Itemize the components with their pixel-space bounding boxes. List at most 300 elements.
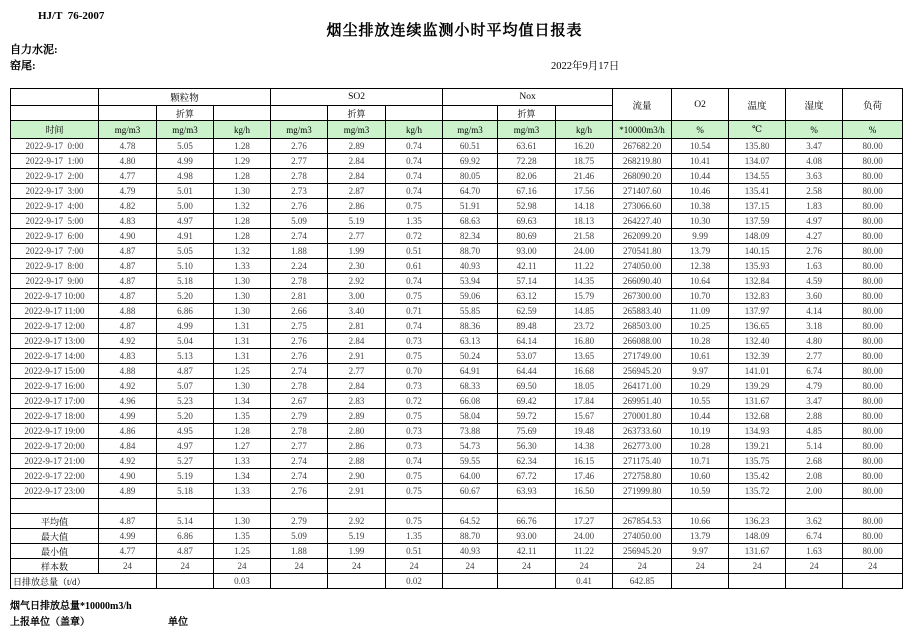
value-cell: 3.47 (786, 394, 843, 409)
value-cell: 135.42 (729, 469, 786, 484)
value-cell: 16.68 (556, 364, 613, 379)
value-cell: 60.67 (443, 484, 498, 499)
value-cell: 4.88 (99, 304, 157, 319)
summary-value: 1.99 (328, 544, 386, 559)
value-cell: 0.75 (386, 349, 443, 364)
empty-cell (843, 499, 903, 514)
value-cell: 263733.60 (613, 424, 672, 439)
unit-cell: *10000m3/h (613, 121, 672, 139)
value-cell: 135.41 (729, 184, 786, 199)
converted-label-nox: 折算 (498, 106, 556, 121)
daily-total-value: 0.03 (214, 574, 271, 589)
value-cell: 21.46 (556, 169, 613, 184)
value-cell: 2.88 (328, 454, 386, 469)
summary-value: 17.27 (556, 514, 613, 529)
value-cell: 0.51 (386, 244, 443, 259)
value-cell: 1.28 (214, 424, 271, 439)
value-cell: 69.50 (498, 379, 556, 394)
summary-value: 4.99 (99, 529, 157, 544)
value-cell: 4.95 (157, 424, 214, 439)
value-cell: 2.86 (328, 439, 386, 454)
value-cell: 5.05 (157, 139, 214, 154)
daily-total-value (672, 574, 729, 589)
value-cell: 64.14 (498, 334, 556, 349)
value-cell: 137.59 (729, 214, 786, 229)
value-cell: 139.29 (729, 379, 786, 394)
summary-value: 24.00 (556, 529, 613, 544)
value-cell: 2.89 (328, 139, 386, 154)
value-cell: 5.18 (157, 274, 214, 289)
value-cell: 272758.80 (613, 469, 672, 484)
standard-code: HJ/T 76-2007 (38, 10, 105, 22)
value-cell: 16.80 (556, 334, 613, 349)
value-cell: 4.99 (157, 319, 214, 334)
value-cell: 132.68 (729, 409, 786, 424)
summary-value: 2.79 (271, 514, 328, 529)
value-cell: 80.00 (843, 349, 903, 364)
daily-total-value (786, 574, 843, 589)
empty-cell (386, 499, 443, 514)
unit-cell: mg/m3 (99, 121, 157, 139)
value-cell: 4.87 (99, 274, 157, 289)
value-cell: 1.27 (214, 439, 271, 454)
value-cell: 268090.20 (613, 169, 672, 184)
value-cell: 67.72 (498, 469, 556, 484)
value-cell: 10.41 (672, 154, 729, 169)
value-cell: 3.18 (786, 319, 843, 334)
value-cell: 0.72 (386, 229, 443, 244)
value-cell: 18.75 (556, 154, 613, 169)
value-cell: 2.58 (786, 184, 843, 199)
value-cell: 80.00 (843, 424, 903, 439)
value-cell: 0.73 (386, 379, 443, 394)
summary-value: 131.67 (729, 544, 786, 559)
value-cell: 134.07 (729, 154, 786, 169)
value-cell: 5.23 (157, 394, 214, 409)
value-cell: 140.15 (729, 244, 786, 259)
unit-cell: kg/h (214, 121, 271, 139)
value-cell: 1.83 (786, 199, 843, 214)
time-cell: 2022-9-17 19:00 (11, 424, 99, 439)
table-row (11, 139, 903, 154)
value-cell: 4.96 (99, 394, 157, 409)
table-row (11, 364, 903, 379)
value-cell: 2.81 (271, 289, 328, 304)
value-cell: 72.28 (498, 154, 556, 169)
value-cell: 268503.00 (613, 319, 672, 334)
value-cell: 2.78 (271, 169, 328, 184)
value-cell: 0.70 (386, 364, 443, 379)
value-cell: 4.97 (157, 214, 214, 229)
summary-value: 11.22 (556, 544, 613, 559)
empty-cell (556, 499, 613, 514)
value-cell: 267682.20 (613, 139, 672, 154)
time-cell: 2022-9-17 23:00 (11, 484, 99, 499)
value-cell: 1.30 (214, 379, 271, 394)
value-cell: 2.76 (271, 484, 328, 499)
time-cell: 2022-9-17 15:00 (11, 364, 99, 379)
empty-cell (786, 499, 843, 514)
summary-value: 24 (729, 559, 786, 574)
value-cell: 264227.40 (613, 214, 672, 229)
unit-cell: kg/h (386, 121, 443, 139)
value-cell: 80.00 (843, 439, 903, 454)
value-cell: 10.44 (672, 169, 729, 184)
value-cell: 5.20 (157, 409, 214, 424)
value-cell: 2.77 (271, 439, 328, 454)
summary-value: 80.00 (843, 514, 903, 529)
value-cell: 2.66 (271, 304, 328, 319)
value-cell: 2.73 (271, 184, 328, 199)
value-cell: 132.40 (729, 334, 786, 349)
empty-cell (729, 499, 786, 514)
value-cell: 80.00 (843, 139, 903, 154)
value-cell: 262773.00 (613, 439, 672, 454)
value-cell: 1.33 (214, 259, 271, 274)
value-cell: 4.87 (99, 259, 157, 274)
value-cell: 50.24 (443, 349, 498, 364)
value-cell: 5.09 (271, 214, 328, 229)
summary-value: 5.19 (328, 529, 386, 544)
value-cell: 136.65 (729, 319, 786, 334)
value-cell: 141.01 (729, 364, 786, 379)
value-cell: 1.30 (214, 289, 271, 304)
value-cell: 0.75 (386, 409, 443, 424)
value-cell: 66.08 (443, 394, 498, 409)
value-cell: 5.19 (328, 214, 386, 229)
value-cell: 5.13 (157, 349, 214, 364)
value-cell: 64.00 (443, 469, 498, 484)
value-cell: 80.00 (843, 274, 903, 289)
value-cell: 88.70 (443, 244, 498, 259)
value-cell: 10.61 (672, 349, 729, 364)
summary-label: 样本数 (11, 559, 99, 574)
summary-value: 24 (157, 559, 214, 574)
value-cell: 0.72 (386, 394, 443, 409)
value-cell: 15.79 (556, 289, 613, 304)
value-cell: 10.19 (672, 424, 729, 439)
table-row (11, 199, 903, 214)
value-cell: 59.72 (498, 409, 556, 424)
value-cell: 4.78 (99, 139, 157, 154)
value-cell: 62.34 (498, 454, 556, 469)
value-cell: 2.74 (271, 454, 328, 469)
value-cell: 5.20 (157, 289, 214, 304)
value-cell: 19.48 (556, 424, 613, 439)
value-cell: 1.29 (214, 154, 271, 169)
value-cell: 2.86 (328, 199, 386, 214)
time-header: 时间 (11, 121, 99, 139)
value-cell: 2.74 (271, 469, 328, 484)
summary-value: 1.35 (214, 529, 271, 544)
value-cell: 256945.20 (613, 364, 672, 379)
value-cell: 6.74 (786, 364, 843, 379)
page-title: 烟尘排放连续监测小时平均值日报表 (326, 23, 583, 39)
summary-value: 64.52 (443, 514, 498, 529)
value-cell: 5.07 (157, 379, 214, 394)
summary-value: 148.09 (729, 529, 786, 544)
value-cell: 23.72 (556, 319, 613, 334)
value-cell: 14.38 (556, 439, 613, 454)
o2-header: O2 (672, 89, 729, 121)
daily-total-value (843, 574, 903, 589)
value-cell: 17.84 (556, 394, 613, 409)
value-cell: 2.75 (271, 319, 328, 334)
daily-total-label: 日排放总量（t/d） (11, 574, 157, 589)
value-cell: 2.68 (786, 454, 843, 469)
unit-cell: % (843, 121, 903, 139)
daily-total-value (729, 574, 786, 589)
value-cell: 264171.00 (613, 379, 672, 394)
value-cell: 4.83 (99, 349, 157, 364)
table-row (11, 229, 903, 244)
value-cell: 131.67 (729, 394, 786, 409)
value-cell: 4.80 (786, 334, 843, 349)
value-cell: 2.91 (328, 349, 386, 364)
summary-value: 24 (443, 559, 498, 574)
table-row (11, 334, 903, 349)
value-cell: 0.75 (386, 484, 443, 499)
value-cell: 0.61 (386, 259, 443, 274)
unit-cell: mg/m3 (328, 121, 386, 139)
value-cell: 4.14 (786, 304, 843, 319)
value-cell: 24.00 (556, 244, 613, 259)
value-cell: 1.25 (214, 364, 271, 379)
value-cell: 63.12 (498, 289, 556, 304)
value-cell: 3.00 (328, 289, 386, 304)
value-cell: 0.73 (386, 424, 443, 439)
table-row (11, 379, 903, 394)
summary-value: 24 (214, 559, 271, 574)
value-cell: 2.76 (271, 139, 328, 154)
value-cell: 1.28 (214, 214, 271, 229)
value-cell: 58.04 (443, 409, 498, 424)
data-rows (11, 139, 903, 589)
value-cell: 80.00 (843, 259, 903, 274)
value-cell: 53.94 (443, 274, 498, 289)
summary-value: 9.97 (672, 544, 729, 559)
value-cell: 18.13 (556, 214, 613, 229)
value-cell: 14.35 (556, 274, 613, 289)
value-cell: 80.00 (843, 229, 903, 244)
time-cell: 2022-9-17 8:00 (11, 259, 99, 274)
value-cell: 21.58 (556, 229, 613, 244)
temperature-header: 温度 (729, 89, 786, 121)
summary-row (11, 529, 903, 544)
value-cell: 73.88 (443, 424, 498, 439)
value-cell: 6.86 (157, 304, 214, 319)
summary-value: 24 (613, 559, 672, 574)
summary-value: 24 (672, 559, 729, 574)
summary-value: 42.11 (498, 544, 556, 559)
value-cell: 63.61 (498, 139, 556, 154)
daily-total-value (271, 574, 328, 589)
value-cell: 1.28 (214, 139, 271, 154)
value-cell: 4.99 (157, 154, 214, 169)
converted-label-so2: 折算 (328, 106, 386, 121)
value-cell: 13.65 (556, 349, 613, 364)
table-row (11, 349, 903, 364)
table-row (11, 409, 903, 424)
value-cell: 2.00 (786, 484, 843, 499)
value-cell: 4.92 (99, 334, 157, 349)
value-cell: 10.71 (672, 454, 729, 469)
time-cell: 2022-9-17 20:00 (11, 439, 99, 454)
value-cell: 82.06 (498, 169, 556, 184)
time-cell: 2022-9-17 2:00 (11, 169, 99, 184)
time-cell: 2022-9-17 11:00 (11, 304, 99, 319)
value-cell: 2.90 (328, 469, 386, 484)
summary-value: 10.66 (672, 514, 729, 529)
value-cell: 9.99 (672, 229, 729, 244)
value-cell: 2.74 (271, 364, 328, 379)
time-cell: 2022-9-17 21:00 (11, 454, 99, 469)
time-cell: 2022-9-17 14:00 (11, 349, 99, 364)
value-cell: 4.98 (157, 169, 214, 184)
table-row (11, 289, 903, 304)
value-cell: 53.07 (498, 349, 556, 364)
value-cell: 67.16 (498, 184, 556, 199)
unit-cell: kg/h (556, 121, 613, 139)
value-cell: 80.00 (843, 409, 903, 424)
summary-value: 2.92 (328, 514, 386, 529)
summary-value: 4.87 (99, 514, 157, 529)
value-cell: 5.01 (157, 184, 214, 199)
summary-value: 5.14 (157, 514, 214, 529)
value-cell: 69.92 (443, 154, 498, 169)
summary-value: 24 (99, 559, 157, 574)
value-cell: 0.74 (386, 139, 443, 154)
value-cell: 139.21 (729, 439, 786, 454)
value-cell: 4.89 (99, 484, 157, 499)
summary-row (11, 514, 903, 529)
value-cell: 75.69 (498, 424, 556, 439)
daily-total-value (498, 574, 556, 589)
value-cell: 1.63 (786, 259, 843, 274)
value-cell: 132.84 (729, 274, 786, 289)
value-cell: 10.55 (672, 394, 729, 409)
value-cell: 2.77 (328, 229, 386, 244)
table-row (11, 154, 903, 169)
value-cell: 80.00 (843, 184, 903, 199)
summary-value: 24 (556, 559, 613, 574)
value-cell: 15.67 (556, 409, 613, 424)
header-group-row (11, 89, 903, 106)
unit-cell: % (786, 121, 843, 139)
value-cell: 2.84 (328, 169, 386, 184)
table-row (11, 424, 903, 439)
value-cell: 10.54 (672, 139, 729, 154)
value-cell: 148.09 (729, 229, 786, 244)
value-cell: 80.00 (843, 484, 903, 499)
unit-cell: mg/m3 (157, 121, 214, 139)
value-cell: 1.33 (214, 454, 271, 469)
summary-value: 24 (786, 559, 843, 574)
summary-value: 267854.53 (613, 514, 672, 529)
summary-value: 4.77 (99, 544, 157, 559)
value-cell: 51.91 (443, 199, 498, 214)
value-cell: 89.48 (498, 319, 556, 334)
value-cell: 80.00 (843, 199, 903, 214)
value-cell: 1.35 (386, 214, 443, 229)
table-row (11, 394, 903, 409)
value-cell: 4.79 (786, 379, 843, 394)
value-cell: 0.74 (386, 274, 443, 289)
value-cell: 5.14 (786, 439, 843, 454)
corner-cell-2 (11, 106, 99, 121)
summary-value: 0.51 (386, 544, 443, 559)
value-cell: 132.39 (729, 349, 786, 364)
value-cell: 57.14 (498, 274, 556, 289)
value-cell: 4.08 (786, 154, 843, 169)
value-cell: 135.80 (729, 139, 786, 154)
value-cell: 80.00 (843, 364, 903, 379)
value-cell: 4.59 (786, 274, 843, 289)
table-row (11, 244, 903, 259)
time-cell: 2022-9-17 10:00 (11, 289, 99, 304)
value-cell: 4.27 (786, 229, 843, 244)
time-cell: 2022-9-17 4:00 (11, 199, 99, 214)
value-cell: 80.00 (843, 334, 903, 349)
value-cell: 4.79 (99, 184, 157, 199)
table-row (11, 469, 903, 484)
value-cell: 4.99 (99, 409, 157, 424)
value-cell: 137.97 (729, 304, 786, 319)
value-cell: 2.30 (328, 259, 386, 274)
summary-value: 256945.20 (613, 544, 672, 559)
value-cell: 80.69 (498, 229, 556, 244)
value-cell: 2.76 (786, 244, 843, 259)
time-cell: 2022-9-17 7:00 (11, 244, 99, 259)
value-cell: 14.85 (556, 304, 613, 319)
company-label: 自力水泥: (10, 44, 58, 56)
summary-value: 1.63 (786, 544, 843, 559)
value-cell: 80.00 (843, 394, 903, 409)
value-cell: 1.32 (214, 244, 271, 259)
value-cell: 18.05 (556, 379, 613, 394)
empty-cell (613, 499, 672, 514)
summary-value: 80.00 (843, 529, 903, 544)
value-cell: 5.10 (157, 259, 214, 274)
value-cell: 2.89 (328, 409, 386, 424)
corner-cell (11, 89, 99, 106)
value-cell: 4.87 (99, 244, 157, 259)
empty-cell (271, 499, 328, 514)
value-cell: 1.31 (214, 319, 271, 334)
value-cell: 68.63 (443, 214, 498, 229)
summary-value: 5.09 (271, 529, 328, 544)
value-cell: 1.30 (214, 304, 271, 319)
value-cell: 82.34 (443, 229, 498, 244)
value-cell: 10.28 (672, 334, 729, 349)
summary-value: 0.75 (386, 514, 443, 529)
value-cell: 270001.80 (613, 409, 672, 424)
value-cell: 4.86 (99, 424, 157, 439)
value-cell: 80.00 (843, 304, 903, 319)
value-cell: 10.70 (672, 289, 729, 304)
monitoring-table (10, 88, 903, 589)
value-cell: 134.55 (729, 169, 786, 184)
summary-value: 1.25 (214, 544, 271, 559)
value-cell: 3.40 (328, 304, 386, 319)
value-cell: 63.93 (498, 484, 556, 499)
value-cell: 0.75 (386, 199, 443, 214)
value-cell: 59.55 (443, 454, 498, 469)
value-cell: 17.46 (556, 469, 613, 484)
value-cell: 2.92 (328, 274, 386, 289)
value-cell: 1.28 (214, 169, 271, 184)
time-cell: 2022-9-17 9:00 (11, 274, 99, 289)
